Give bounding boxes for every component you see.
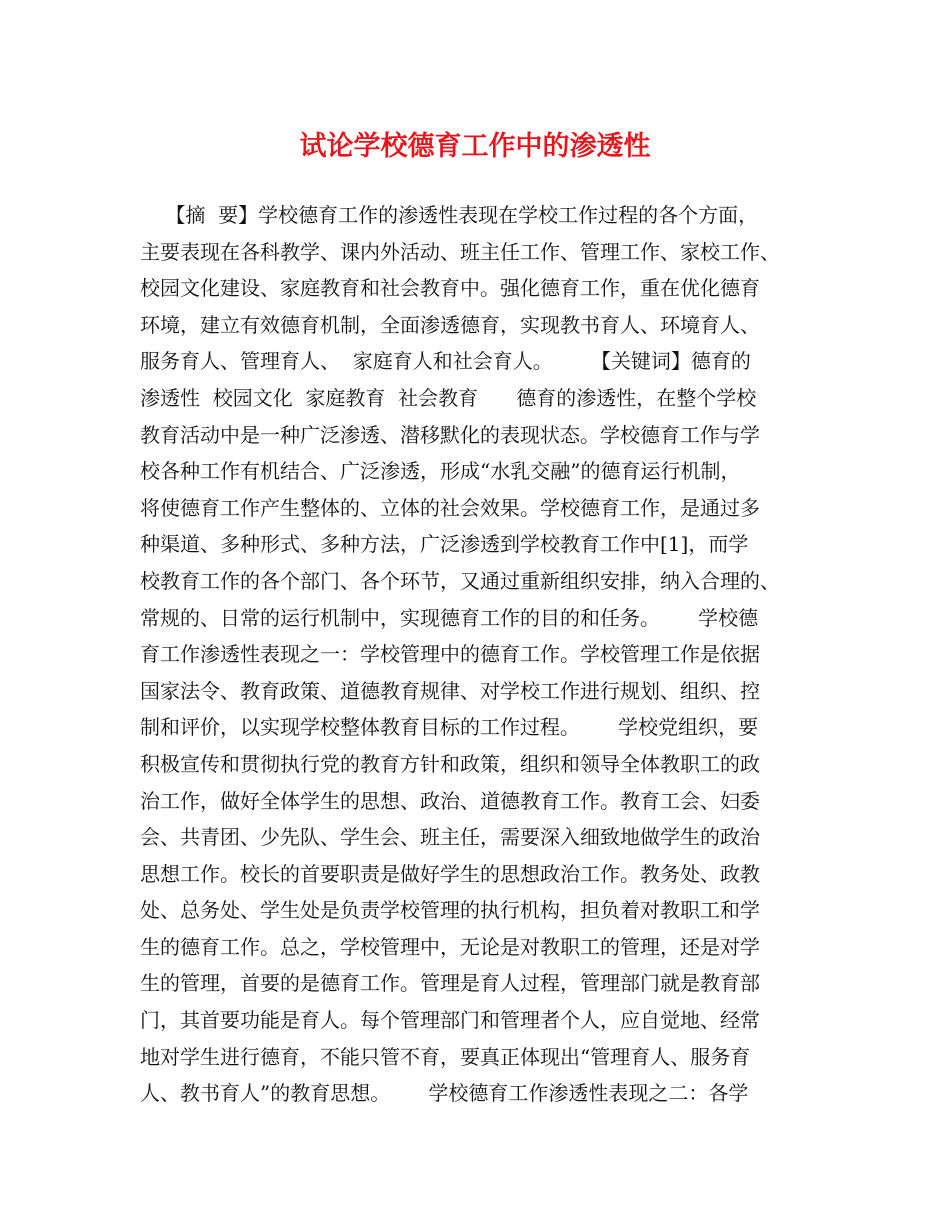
document-title: 试论学校德育工作中的渗透性	[299, 131, 651, 162]
body-line: 人、教书育人”的教育思想。 学校德育工作渗透性表现之二：各学	[140, 1081, 749, 1106]
body-line: 主要表现在各科教学、课内外活动、班主任工作、管理工作、家校工作、	[140, 239, 780, 264]
body-line: 治工作，做好全体学生的思想、政治、道德教育工作。教育工会、妇委	[140, 788, 760, 813]
body-line: 服务育人、管理育人、 家庭育人和社会育人。 【关键词】德育的	[140, 349, 751, 374]
body-line: 校各种工作有机结合、广泛渗透，形成“水乳交融”的德育运行机制，	[140, 459, 741, 484]
body-line: 种渠道、多种形式、多种方法，广泛渗透到学校教育工作中[1]，而学	[140, 532, 749, 557]
body-line: 将使德育工作产生整体的、立体的社会效果。学校德育工作，是通过多	[140, 495, 760, 520]
body-line: 会、共青团、少先队、学生会、班主任，需要深入细致地做学生的政治	[140, 825, 760, 850]
body-line: 积极宣传和贯彻执行党的教育方针和政策，组织和领导全体教职工的政	[140, 751, 760, 776]
body-line: 门，其首要功能是育人。每个管理部门和管理者个人，应自觉地、经常	[140, 1008, 760, 1033]
body-line: 校园文化建设、家庭教育和社会教育中。强化德育工作，重在优化德育	[140, 276, 760, 301]
body-line: 渗透性 校园文化 家庭教育 社会教育 德育的渗透性，在整个学校	[140, 385, 757, 410]
body-line: 处、总务处、学生处是负责学校管理的执行机构，担负着对教职工和学	[140, 898, 760, 923]
body-line: 生的德育工作。总之，学校管理中，无论是对教职工的管理，还是对学	[140, 934, 760, 959]
body-line: 育工作渗透性表现之一：学校管理中的德育工作。学校管理工作是依据	[140, 642, 760, 667]
body-line: 制和评价，以实现学校整体教育目标的工作过程。 学校党组织，要	[140, 715, 759, 740]
body-line: 教育活动中是一种广泛渗透、潜移默化的表现状态。学校德育工作与学	[140, 422, 760, 447]
body-line: 常规的、日常的运行机制中，实现德育工作的目的和任务。 学校德	[140, 605, 759, 630]
body-line: 【摘 要】学校德育工作的渗透性表现在学校工作过程的各个方面，	[140, 203, 759, 227]
body-line: 思想工作。校长的首要职责是做好学生的思想政治工作。教务处、政教	[140, 861, 760, 886]
body-line: 环境，建立有效德育机制，全面渗透德育，实现教书育人、环境育人、	[140, 312, 760, 337]
body-line: 地对学生进行德育，不能只管不育，要真正体现出“管理育人、服务育	[140, 1044, 751, 1069]
body-line: 生的管理，首要的是德育工作。管理是育人过程，管理部门就是教育部	[140, 971, 760, 996]
body-line: 校教育工作的各个部门、各个环节，又通过重新组织安排，纳入合理的、	[140, 568, 780, 593]
body-line: 国家法令、教育政策、道德教育规律、对学校工作进行规划、组织、控	[140, 678, 760, 703]
document-body	[140, 197, 830, 1112]
